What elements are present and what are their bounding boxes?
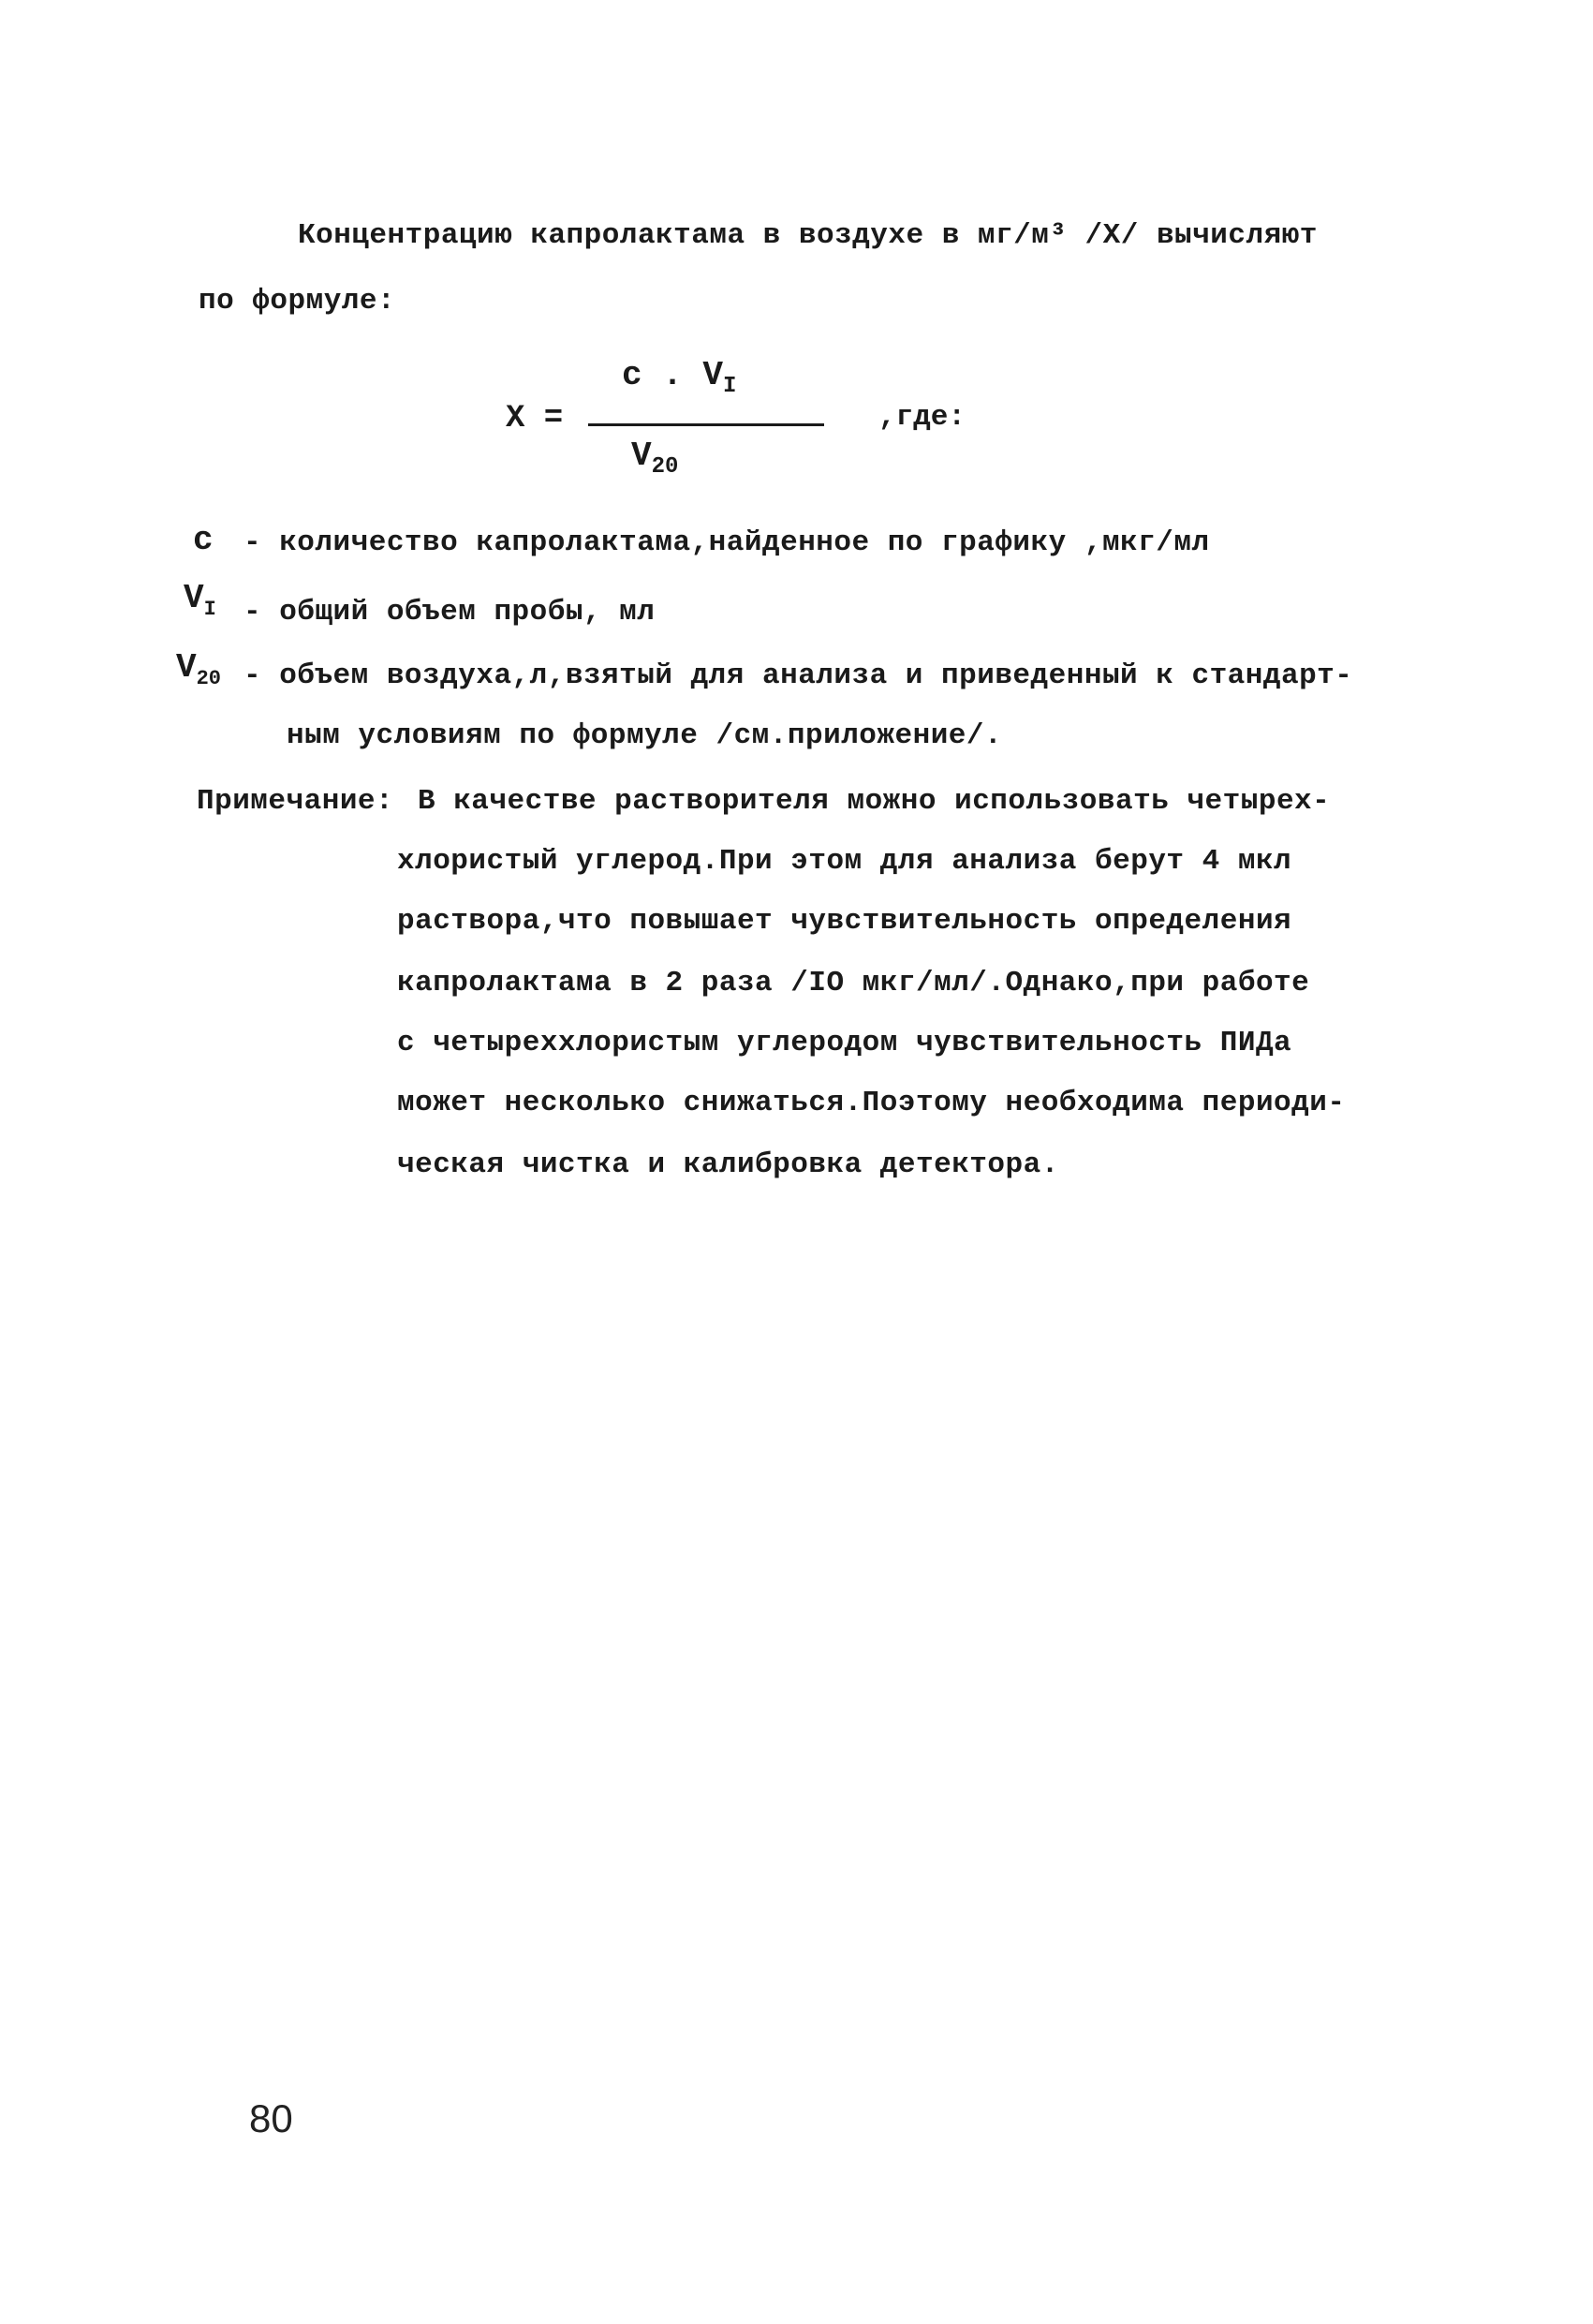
definition-v1-text: - общий объем пробы, мл [243, 596, 656, 629]
note-line-3: раствора,что повышает чувствительность определения [397, 905, 1292, 938]
formula-lhs: Х = [506, 401, 564, 437]
concentration-formula [506, 356, 993, 487]
formula-denominator: $V_{20}$ [631, 437, 679, 481]
formula-where: ,где: [878, 401, 966, 434]
definition-symbol-v20: $V_{20}$ [176, 648, 222, 691]
fraction-bar [588, 423, 824, 426]
note-line-7: ческая чистка и калибровка детектора. [397, 1148, 1059, 1181]
note-label: Примечание: [197, 785, 394, 818]
formula-numerator: c . $V_I$ [622, 356, 737, 400]
note-line-6: может несколько снижаться.Поэтому необходима периоди- [397, 1087, 1346, 1119]
note-line-5: с четыреххлористым углеродом чувствительность ПИДа [397, 1027, 1292, 1059]
page-number: 80 [249, 2096, 293, 2140]
definition-symbol-v1: $V_I$ [184, 579, 216, 622]
definition-v20-text: - объем воздуха,л,взятый для анализа и приведенный к стандарт- [243, 659, 1353, 692]
definition-v20-text-cont: ным условиям по формуле /см.приложение/. [287, 719, 1003, 752]
intro-line-2: по формуле: [199, 285, 396, 318]
definition-symbol-c: с [193, 521, 214, 559]
note-line-2: хлористый углерод.При этом для анализа берут 4 мкл [397, 845, 1292, 878]
note-line-4: капролактама в 2 раза /IO мкг/мл/.Однако,при работе [397, 967, 1310, 999]
intro-line-1: Концентрацию капролактама в воздухе в мг/м³ /Х/ вычисляют [298, 219, 1318, 252]
note-line-1: В качестве растворителя можно использовать четырех- [418, 785, 1331, 818]
definition-c-text: - количество капролактама,найденное по графику ,мкг/мл [243, 526, 1210, 559]
